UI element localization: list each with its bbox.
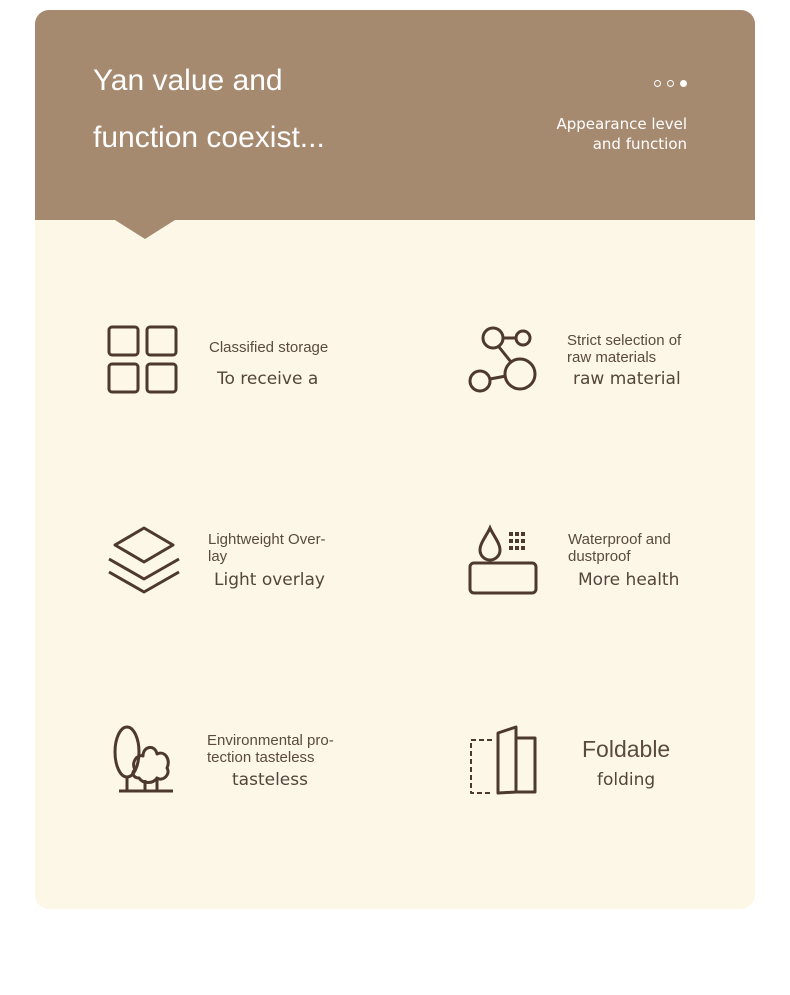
feature-title-classified-storage: Classified storage: [209, 339, 329, 356]
header-banner: [35, 10, 755, 220]
grid-icon: [105, 322, 185, 398]
folding-icon: [465, 722, 545, 798]
subheading-line-1: Appearance level: [556, 115, 687, 133]
waterproof-icon: [465, 523, 545, 599]
layers-icon: [105, 523, 185, 599]
feature-title-lightweight: Lightweight Over-lay: [208, 531, 326, 565]
banner-pointer: [115, 220, 175, 239]
feature-title-raw-materials: Strict selection of raw materials: [567, 332, 682, 366]
subheading-line-2: and function: [592, 135, 687, 153]
feature-subtitle-light-overlay: Light overlay: [214, 570, 325, 590]
feature-title-foldable: Foldable: [582, 736, 671, 762]
molecule-icon: [465, 322, 545, 398]
feature-subtitle-folding: folding: [597, 770, 656, 790]
feature-subtitle-tasteless: tasteless: [232, 770, 308, 790]
feature-card: [35, 10, 755, 909]
pagination-dot-1[interactable]: [654, 80, 661, 87]
headline-line-1: Yan value and: [93, 64, 283, 97]
feature-subtitle-receive: To receive a: [217, 369, 319, 389]
trees-icon: [105, 722, 185, 798]
pagination-dot-3-active[interactable]: [680, 80, 687, 87]
feature-title-environmental: Environmental pro-tection tasteless: [207, 732, 334, 766]
pagination-dot-2[interactable]: [667, 80, 674, 87]
feature-subtitle-more-health: More health: [578, 570, 680, 590]
feature-subtitle-raw-material: raw material: [573, 369, 681, 389]
headline-line-2: function coexist...: [93, 121, 325, 154]
feature-title-waterproof: Waterproof and dustproof: [568, 531, 671, 565]
subheading: [556, 114, 687, 154]
